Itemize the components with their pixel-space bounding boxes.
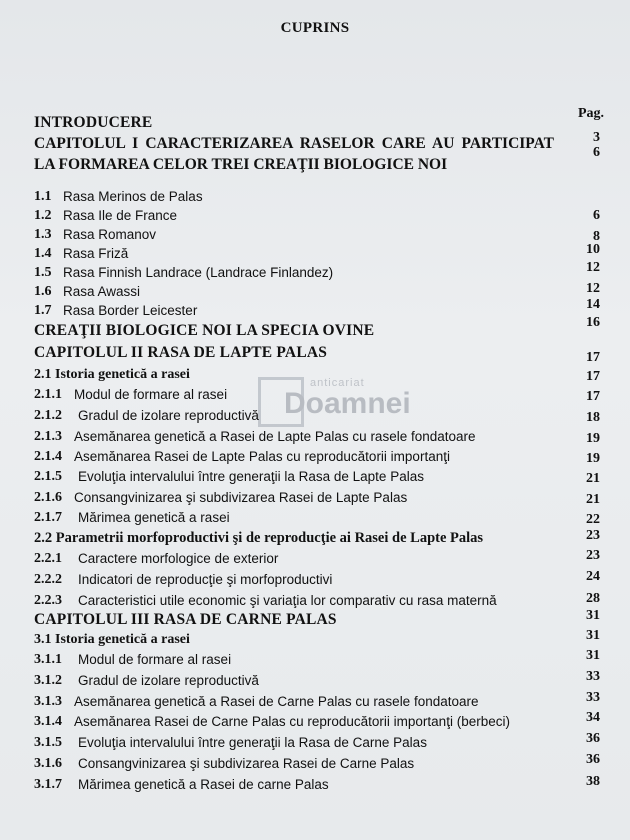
toc-entry-page: 22: [586, 512, 600, 527]
toc-entry-text: Indicatori de reproducţie şi morfoproductivi: [78, 572, 333, 587]
toc-entry: [0, 774, 630, 797]
toc-entry-number: 2.2.3: [34, 593, 62, 608]
toc-entry-text: Modul de formare al rasei: [74, 387, 228, 402]
toc-entry: [0, 731, 630, 755]
toc-entry-page: 28: [586, 591, 600, 606]
toc-entry-introducere: [0, 114, 630, 145]
toc-entry-number: 3.1.6: [34, 756, 62, 771]
toc-entry-page: 10: [586, 242, 600, 257]
toc-entry: [0, 367, 630, 387]
toc-entry-text: Consangvinizarea şi subdivizarea Rasei de Carne Palas: [78, 756, 415, 771]
toc-entry-page: 19: [586, 451, 600, 466]
toc-entry-page: 31: [586, 608, 600, 623]
page-title: CUPRINS: [280, 20, 350, 36]
toc-entry-text: Caracteristici utile economic şi variaţia lor comparativ cu rasa maternă: [78, 593, 497, 608]
toc-entry: [0, 469, 630, 489]
toc-entry-chapter-3: [0, 608, 630, 631]
toc-entry-page: 12: [586, 281, 600, 296]
toc-entry-page: 16: [586, 315, 600, 330]
toc-entry: [0, 648, 630, 672]
toc-entry-text: Consangvinizarea şi subdivizarea Rasei de Lapte Palas: [74, 490, 408, 505]
toc-entry: [0, 569, 630, 592]
toc-entry-page: 36: [586, 731, 600, 746]
toc-entry: [0, 710, 630, 734]
toc-entry: [0, 297, 630, 323]
toc-entry: [0, 281, 630, 304]
toc-entry-text: Asemănarea genetică a Rasei de Lapte Palas cu rasele fondatoare: [74, 429, 476, 444]
toc-entry: [0, 752, 630, 776]
toc-entry-text: Modul de formare al rasei: [78, 652, 232, 667]
toc-entry-page: 3: [593, 130, 600, 145]
toc-entry-page: 33: [586, 690, 600, 705]
watermark-big-text: Doamnei: [284, 387, 411, 420]
toc-entry: [0, 408, 630, 428]
toc-entry-text: 3.1 Istoria genetică a rasei: [34, 632, 190, 647]
toc-entry-page: 14: [586, 297, 600, 312]
toc-entry: [0, 260, 630, 285]
toc-entry-text: 2.1 Istoria genetică a rasei: [34, 367, 190, 382]
toc-entry: [0, 530, 630, 550]
toc-entry-page: 33: [586, 669, 600, 684]
toc-entry-page: 31: [586, 628, 600, 643]
watermark-small-text: anticariat: [310, 377, 365, 389]
toc-entry-page: 17: [586, 369, 600, 384]
toc-entry-text: Asemănarea Rasei de Lapte Palas cu reproducătorii importanţi: [74, 449, 450, 464]
toc-entry-text: INTRODUCERE: [34, 114, 153, 131]
toc-entry-text: Rasa Merinos de Palas: [63, 189, 203, 204]
toc-entry-number: 3.1.7: [34, 777, 62, 792]
toc-entry-text: Mărimea genetică a Rasei de carne Palas: [78, 777, 329, 792]
toc-entry-page: 24: [586, 569, 600, 584]
toc-entry-text: CREAŢII BIOLOGICE NOI LA SPECIA OVINE: [34, 322, 375, 339]
toc-entry-number: 1.7: [34, 303, 52, 318]
toc-entry-number: 2.1.2: [34, 408, 62, 423]
toc-entry-number: 2.2.2: [34, 572, 62, 587]
page-column-label: Pag.: [578, 106, 605, 121]
toc-entry-text: Evoluţia intervalului între generaţii la Rasa de Lapte Palas: [78, 469, 424, 484]
toc-entry-page: 6: [593, 208, 600, 223]
toc-entry-page: 38: [586, 774, 600, 789]
toc-entry-number: 3.1.3: [34, 694, 62, 709]
toc-entry-number: 1.3: [34, 227, 52, 242]
toc-entry-number: 3.1.5: [34, 735, 62, 750]
toc-entry-chapter-1: CAPITOLUL I CARACTERIZAREA RASELOR CARE AU PARTICIPAT LA FORMAREA CELOR TREI CREAŢII BIOLOGICE NOI: [34, 135, 554, 173]
toc-entry: [0, 548, 630, 571]
toc-entry-number: 2.1.7: [34, 510, 62, 525]
toc-entry: [0, 429, 630, 449]
toc-entry-number: 1.2: [34, 208, 52, 223]
toc-entry: [0, 510, 630, 530]
toc-entry-section-heading: [0, 315, 630, 342]
toc-entry-number: 1.4: [34, 246, 52, 261]
toc-entry-number: 3.1.2: [34, 673, 62, 688]
toc-entry-text: Asemănarea Rasei de Carne Palas cu reproducătorii importanţi (berbeci): [74, 714, 510, 729]
toc-entry: [0, 490, 630, 510]
toc-entry-page: 31: [586, 648, 600, 663]
toc-entry-page: 6: [593, 145, 600, 160]
toc-entry: [0, 189, 630, 209]
toc-entry-page: 12: [586, 260, 600, 275]
toc-entry-chapter-2: [0, 344, 630, 364]
toc-entry-text: Rasa Friză: [63, 246, 129, 261]
toc-entry: [0, 690, 630, 714]
toc-entry-text: Rasa Finnish Landrace (Landrace Finlandez): [63, 265, 334, 280]
toc-entry-number: 3.1.4: [34, 714, 62, 729]
toc-entry-page: 19: [586, 431, 600, 446]
toc-entry-text: 2.2 Parametrii morfoproductivi şi de reproducţie ai Rasei de Lapte Palas: [34, 530, 484, 546]
toc-entry-page: 23: [586, 528, 600, 543]
toc-entry-number: 2.1.1: [34, 387, 62, 402]
toc-entry-page: 17: [586, 350, 600, 365]
toc-entry: [0, 227, 630, 247]
toc-entry-text: Rasa Romanov: [63, 227, 157, 242]
toc-entry-number: 3.1.1: [34, 652, 62, 667]
toc-entry-page: 36: [586, 752, 600, 767]
toc-entry-text: Rasa Border Leicester: [63, 303, 198, 318]
toc-entry: [0, 242, 630, 266]
toc-entry-page: 23: [586, 548, 600, 563]
toc-entry-text: Mărimea genetică a rasei: [78, 510, 230, 525]
toc-entry: [0, 387, 630, 407]
toc-entry: [0, 593, 630, 613]
toc-entry-text: Gradul de izolare reproductivă: [78, 408, 259, 423]
toc-entry-number: 1.1: [34, 189, 52, 204]
toc-entry: [0, 628, 630, 652]
toc-entry-text: CAPITOLUL II RASA DE LAPTE PALAS: [34, 344, 328, 361]
toc-entry-number: 2.2.1: [34, 551, 62, 566]
toc-entry-chapter-1-page-row: [0, 145, 630, 165]
toc-entry-text: Caractere morfologice de exterior: [78, 551, 279, 566]
toc-entry: [0, 449, 630, 469]
toc-entry-number: 1.6: [34, 284, 52, 299]
toc-entry-text: Rasa Ile de France: [63, 208, 178, 223]
toc-entry-page: 21: [586, 492, 600, 507]
toc-entry: [0, 669, 630, 693]
toc-entry-page: 21: [586, 471, 600, 486]
toc-entry-page: 17: [586, 389, 600, 404]
toc-entry-text: Asemănarea genetică a Rasei de Carne Palas cu rasele fondatoare: [74, 694, 479, 709]
toc-entry-number: 2.1.4: [34, 449, 62, 464]
toc-entry-text: CAPITOLUL III RASA DE CARNE PALAS: [34, 611, 337, 628]
toc-entry-number: 2.1.3: [34, 429, 62, 444]
toc-entry-page: 8: [593, 229, 600, 244]
toc-entry-number: 2.1.5: [34, 469, 62, 484]
toc-entry-page: 34: [586, 710, 600, 725]
toc-entry: [0, 208, 630, 228]
toc-entry-text: Rasa Awassi: [63, 284, 141, 299]
toc-entry-text: Gradul de izolare reproductivă: [78, 673, 259, 688]
toc-entry-number: 1.5: [34, 265, 52, 280]
toc-entry-text: Evoluţia intervalului între generaţii la Rasa de Carne Palas: [78, 735, 427, 750]
toc-entry-page: 18: [586, 410, 600, 425]
toc-entry-number: 2.1.6: [34, 490, 62, 505]
